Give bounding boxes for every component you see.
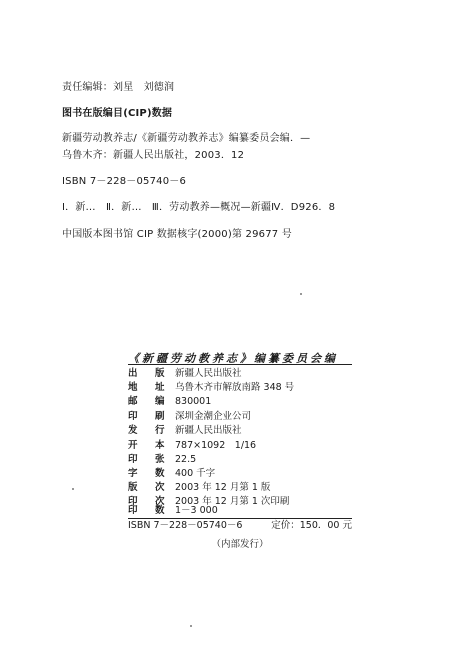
- cip-entry-line-1: 新疆劳动教养志/《新疆劳动教养志》编纂委员会编．—: [62, 133, 311, 144]
- colophon-title: 《新疆劳动教养志》编纂委员会编: [128, 352, 338, 365]
- row-value: 787×1092 1/16: [175, 440, 257, 451]
- row-label: 印 刷: [128, 411, 169, 422]
- cip-entry-line-2: 乌鲁木齐：新疆人民出版社，2003．12: [62, 150, 245, 161]
- row-label: 印 次: [128, 496, 169, 507]
- row-label: 印 数: [128, 505, 169, 516]
- row-label: 发 行: [128, 425, 169, 436]
- row-value: 830001: [175, 396, 212, 407]
- row-value: 2003 年 12 月第 1 次印刷: [175, 496, 290, 507]
- scan-speck: [72, 488, 74, 490]
- row-label: 字 数: [128, 468, 169, 479]
- cip-isbn: ISBN 7－228－05740－6: [62, 176, 187, 187]
- cip-record-number: 中国版本图书馆 CIP 数据核字(2000)第 29677 号: [62, 229, 292, 240]
- row-value: 新疆人民出版社: [175, 368, 242, 379]
- row-label: 出 版: [128, 368, 169, 379]
- row-value: 深圳金潮企业公司: [175, 411, 252, 422]
- row-label: 地 址: [128, 382, 169, 393]
- scan-speck: [190, 625, 192, 627]
- row-value: 新疆人民出版社: [175, 425, 242, 436]
- row-label: 版 次: [128, 482, 169, 493]
- row-label: 开 本: [128, 440, 169, 451]
- row-value: 1－3 000: [175, 505, 218, 516]
- row-value: 2003 年 12 月第 1 版: [175, 482, 271, 493]
- responsible-editors: 责任编辑：刘星 刘德润: [62, 82, 175, 93]
- cip-heading: 图书在版编目(CIP)数据: [62, 108, 173, 119]
- colophon-isbn: ISBN 7－228－05740－6: [128, 520, 243, 531]
- cip-classification: Ⅰ．新… Ⅱ．新… Ⅲ．劳动教养—概况—新疆Ⅳ．D926．8: [62, 202, 336, 213]
- row-label: 邮 编: [128, 396, 169, 407]
- colophon-top-rule: [128, 364, 352, 365]
- price: 定价：150．00 元: [271, 520, 352, 531]
- internal-distribution-note: （内部发行）: [211, 539, 269, 550]
- scan-speck: [300, 293, 302, 295]
- row-value: 乌鲁木齐市解放南路 348 号: [175, 382, 295, 393]
- row-value: 22.5: [175, 454, 197, 465]
- row-label: 印 张: [128, 454, 169, 465]
- row-value: 400 千字: [175, 468, 216, 479]
